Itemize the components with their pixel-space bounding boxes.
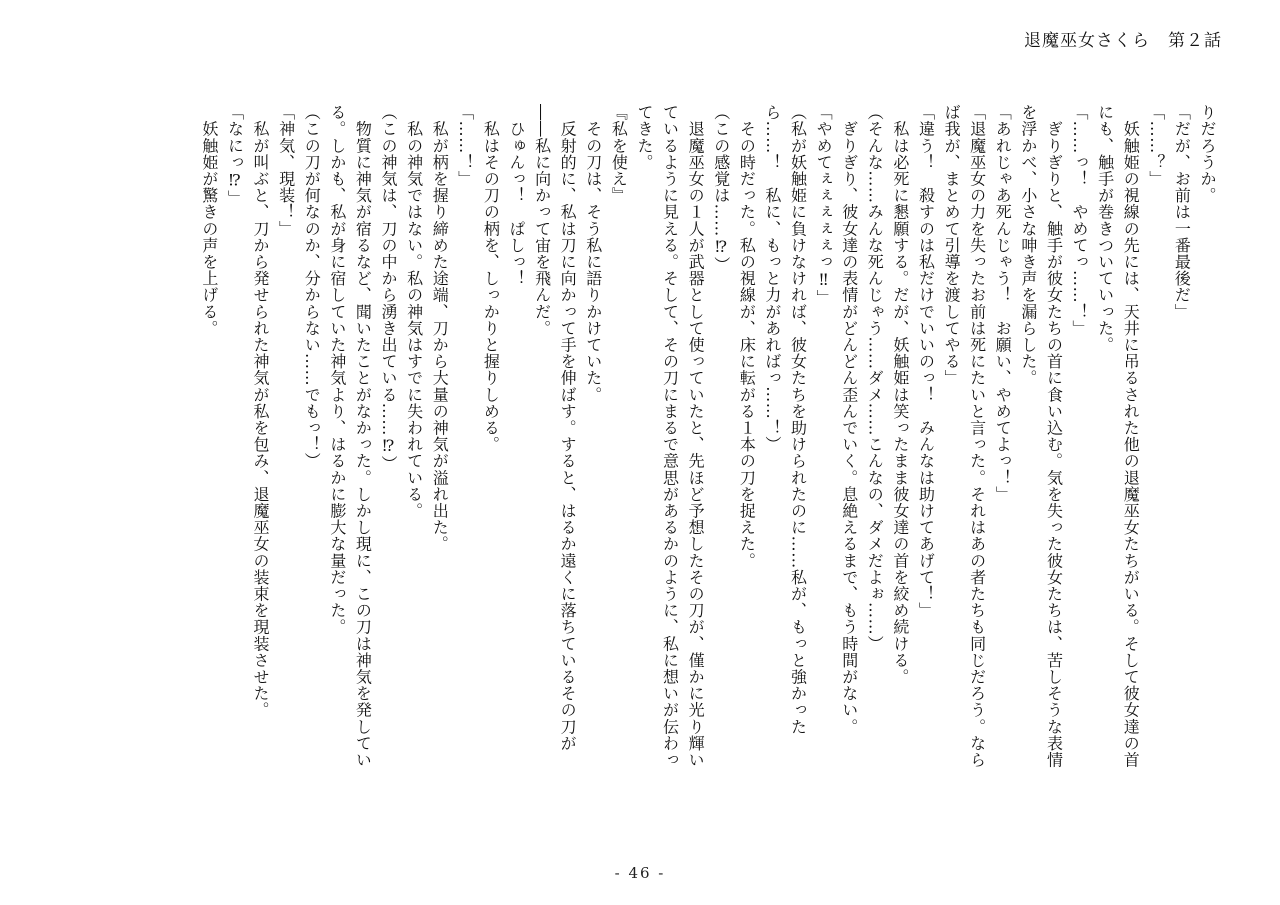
text-line: 「あれじゃあ死んじゃう！ お願い、やめてよっ！」: [993, 104, 1013, 503]
text-line: （この神気は、刀の中から湧き出ている……⁉）: [379, 104, 398, 473]
text-line: 私の神気ではない。私の神気はすでに失われている。: [404, 104, 424, 519]
text-line: 私は必死に懇願する。だが、妖触姫は笑ったまま彼女達の首を絞め続ける。: [890, 104, 910, 685]
book-title: 退魔巫女さくら: [1024, 31, 1150, 51]
text-line: 「退魔巫女の力を失ったお前は死にたいと言った。それはあの者たちも同じだろう。ならば我が、まとめて引導を渡してやる」: [942, 104, 987, 768]
text-line: （私が妖触姫に負けなければ、彼女たちを助けられたのに……私が、もっと強かったら……！ 私に、もっと力があればっ……！）: [762, 104, 808, 735]
running-header: [1024, 26, 1222, 51]
text-line: 私はその刀の柄を、しっかりと握りしめる。: [481, 104, 501, 453]
text-line: 物質に神気が宿るなど、聞いたことがなかった。しかし現に、この刀は神気を発している。しかも、私が身に宿していた神気より、はるかに膨大な量だった。: [327, 104, 373, 768]
text-line: 妖触姫の視線の先には、天井に吊るされた他の退魔巫女たちがいる。そして彼女達の首にも、触手が巻きついていった。: [1095, 104, 1141, 768]
text-line: その時だった。私の視線が、床に転がる１本の刀を捉えた。: [737, 104, 757, 569]
chapter-label: 第２話: [1168, 31, 1222, 51]
text-line: 私が叫ぶと、刀から発せられた神気が私を包み、退魔巫女の装束を現装させた。: [251, 104, 271, 719]
text-line: 「……！」: [455, 104, 475, 187]
text-line: その刀は、そう私に語りかけていた。: [583, 104, 603, 403]
vertical-body-text: [60, 104, 1220, 774]
text-line: （そんな……みんな死んじゃう……ダメ……こんなの、ダメだよぉ……）: [865, 104, 885, 652]
text-line: 退魔巫女の１人が武器として使っていたと、先ほど予想したその刀が、僅かに光り輝いているように見える。そして、その刀にまるで意思があるかのように、私に想いが伝わってきた。: [634, 104, 706, 768]
text-line: （この刀が何なのか、分からない……でもっ！）: [302, 104, 322, 470]
text-line: 「違う！ 殺すのは私だけでいいのっ！ みんなは助けてあげて！」: [916, 104, 936, 619]
page-number: - 46 -: [614, 864, 666, 882]
text-line: ひゅんっ！ ぱしっ！: [506, 104, 526, 287]
text-line: 「なにっ⁉」: [225, 104, 245, 207]
text-line: 「だが、お前は一番最後だ」: [1172, 104, 1192, 320]
text-line: （この感覚は……⁉）: [711, 104, 731, 273]
text-line: 「やめてぇぇぇぇぇっ‼」: [814, 104, 834, 307]
text-line: りだろうか。: [1198, 104, 1217, 204]
text-line: 「神気、現装！」: [276, 104, 296, 237]
text-line: 「……？」: [1146, 104, 1166, 187]
text-line: ぎりぎり、彼女達の表情がどんどん歪んでいく。息絶えるまで、もう時間がない。: [839, 104, 859, 735]
text-line: 反射的に、私は刀に向かって手を伸ばす。すると、はるか遠くに落ちているその刀が――私に向かって宙を飛んだ。: [532, 104, 578, 752]
text-line: 私が柄を握り締めた途端、刀から大量の神気が溢れ出た。: [430, 104, 450, 553]
text-line: 『私を使え』: [609, 104, 629, 204]
text-line: ぎりぎりと、触手が彼女たちの首に食い込む。気を失った彼女たちは、苦しそうな表情を浮かべ、小さな呻き声を漏らした。: [1018, 104, 1064, 768]
text-line: 妖触姫が驚きの声を上げる。: [199, 104, 219, 337]
text-line: 「……っ！ やめてっ……！」: [1070, 104, 1090, 337]
